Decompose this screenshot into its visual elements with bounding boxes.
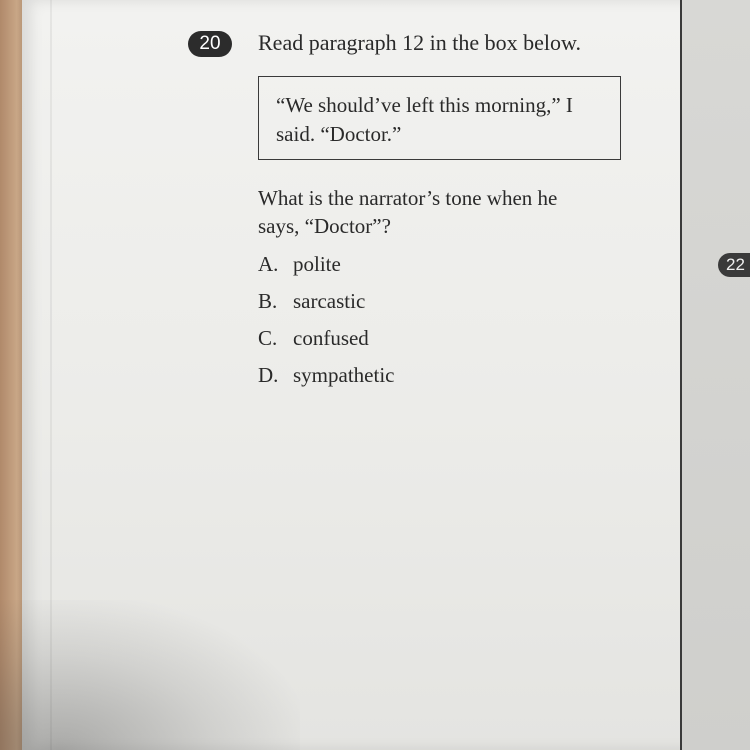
- choice-letter: C.: [258, 326, 278, 350]
- answer-choices: [258, 250, 394, 398]
- question-stem: [258, 184, 618, 240]
- question-number-badge: 20: [188, 31, 232, 57]
- answer-choice-c[interactable]: [258, 324, 394, 361]
- next-question-number-badge: 22: [718, 253, 750, 277]
- answer-choice-b[interactable]: [258, 287, 394, 324]
- quote-line: said. “Doctor.”: [276, 122, 402, 146]
- adjacent-page: [680, 0, 750, 750]
- shadow: [0, 600, 300, 750]
- question-prompt: Read paragraph 12 in the box below.: [258, 30, 581, 55]
- choice-text: sympathetic: [293, 363, 395, 387]
- question-stem-line: What is the narrator’s tone when he: [258, 186, 558, 210]
- quote-box: [258, 76, 621, 160]
- quote-line: “We should’ve left this morning,” I: [276, 93, 573, 117]
- choice-letter: B.: [258, 289, 278, 313]
- choice-letter: A.: [258, 252, 279, 276]
- choice-letter: D.: [258, 363, 279, 387]
- question-stem-line: says, “Doctor”?: [258, 214, 391, 238]
- choice-text: confused: [293, 326, 369, 350]
- choice-text: sarcastic: [293, 289, 366, 313]
- answer-choice-d[interactable]: [258, 361, 394, 398]
- answer-choice-a[interactable]: [258, 250, 394, 287]
- choice-text: polite: [293, 252, 341, 276]
